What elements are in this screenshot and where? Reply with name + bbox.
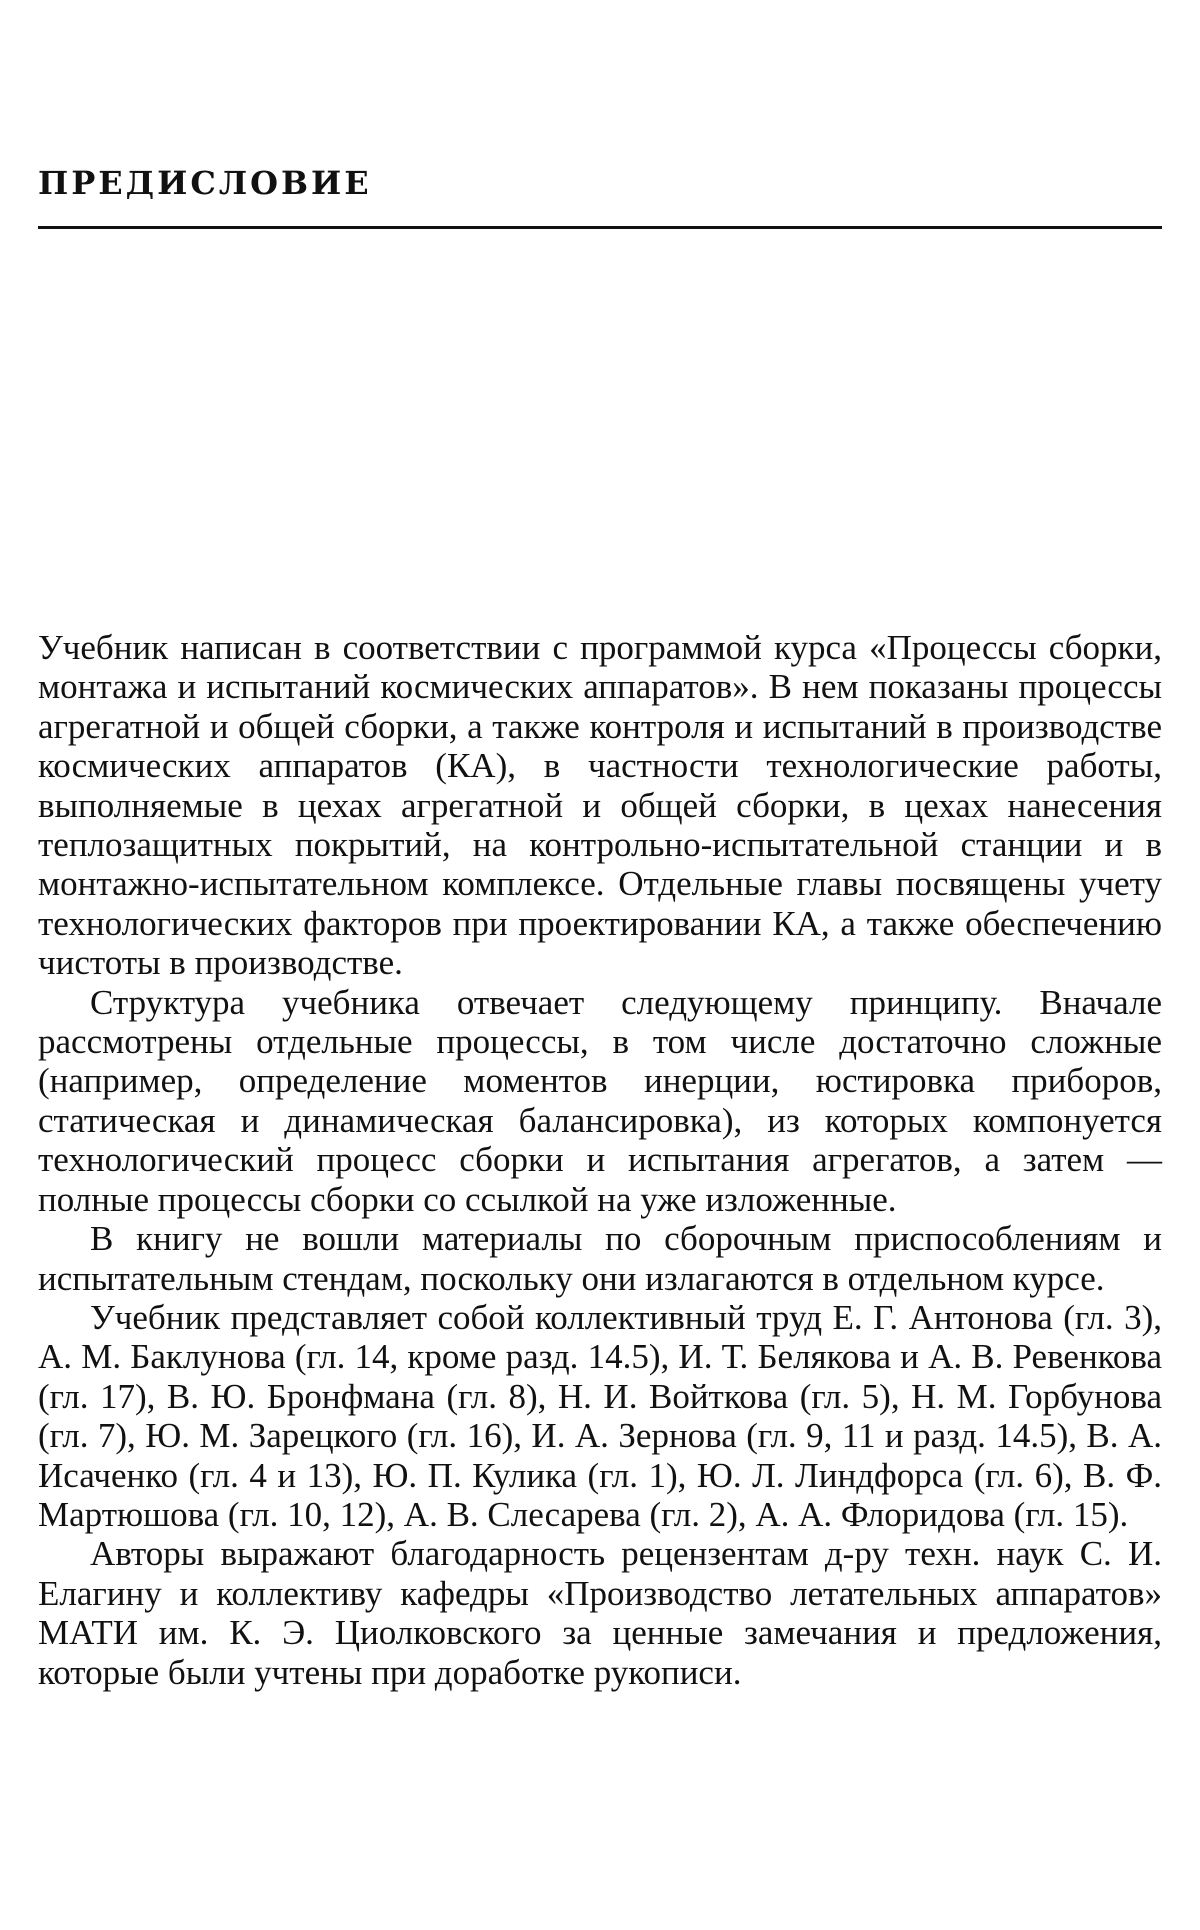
paragraph-intro: Учебник написан в соответствии с программой курса «Процессы сборки, монтажа и испытаний космических аппаратов». В нем показаны процессы агрегатной и общей сборки, а также контроля и испытаний в производстве космических аппаратов (КА), в частности технологические работы, выполняемые в цехах агрегатной и общей сборки, в цехах нанесения теплозащитных покрытий, на контрольно-испытательной станции и в монтажно-испытательном комплексе. Отдельные главы посвящены учету технологических факторов при проектировании КА, а также обеспечению чистоты в производстве. <box>38 628 1162 983</box>
heading-rule <box>38 226 1162 229</box>
preface-body <box>38 628 1162 1692</box>
paragraph-acknowledgements: Авторы выражают благодарность рецензентам д-ру техн. наук С. И. Елагину и коллективу кафедры «Производство летательных аппаратов» МАТИ им. К. Э. Циолковского за ценные замечания и предложения, которые были учтены при доработке рукописи. <box>38 1534 1162 1692</box>
page-heading: ПРЕДИСЛОВИЕ <box>38 164 372 202</box>
paragraph-structure: Структура учебника отвечает следующему принципу. Вначале рассмотрены отдельные процессы, в том числе достаточно сложные (например, определение моментов инерции, юстировка приборов, статическая и динамическая балансировка), из которых компонуется технологический процесс сборки и испытания агрегатов, а затем — полные процессы сборки со ссылкой на уже изложенные. <box>38 982 1162 1219</box>
paragraph-authors: Учебник представляет собой коллективный труд Е. Г. Антонова (гл. 3), А. М. Баклунова (гл. 14, кроме разд. 14.5), И. Т. Белякова и А. В. Ревенкова (гл. 17), В. Ю. Бронфмана (гл. 8), Н. И. Войткова (гл. 5), Н. М. Горбунова (гл. 7), Ю. М. Зарецкого (гл. 16), И. А. Зернова (гл. 9, 11 и разд. 14.5), В. А. Исаченко (гл. 4 и 13), Ю. П. Кулика (гл. 1), Ю. Л. Линдфорса (гл. 6), В. Ф. Мартюшова (гл. 10, 12), А. В. Слесарева (гл. 2), А. А. Флоридова (гл. 15). <box>38 1297 1162 1534</box>
paragraph-exclusions: В книгу не вошли материалы по сборочным приспособлениям и испытательным стендам, поскольку они излагаются в отдельном курсе. <box>38 1219 1162 1298</box>
